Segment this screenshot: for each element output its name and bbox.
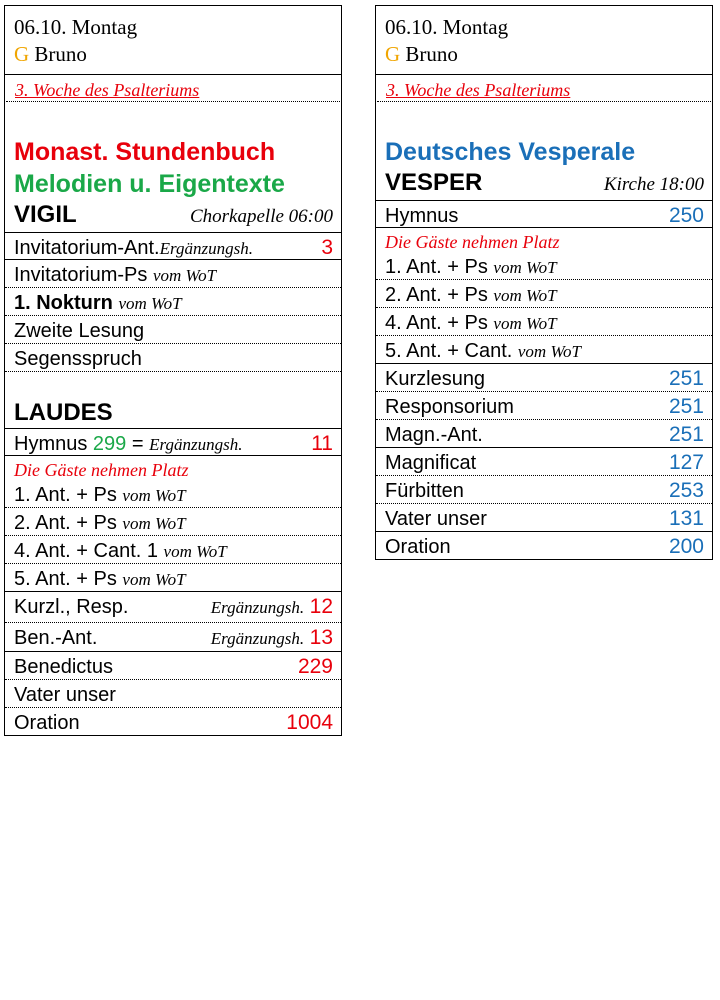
laudes-row — [5, 708, 341, 736]
vigil-title: VIGIL — [14, 201, 77, 228]
left-book2: Melodien u. Eigentexte — [14, 170, 285, 198]
right-saint: Bruno — [405, 42, 458, 66]
vesper-hymnus-row — [376, 200, 712, 228]
row-label: Oration — [14, 712, 80, 734]
laudes-title: LAUDES — [14, 399, 113, 426]
row-number: 251 — [668, 423, 704, 446]
right-schedule — [375, 5, 713, 560]
vesper-heading — [376, 168, 712, 200]
left-body — [4, 75, 342, 736]
row-label: Invitatorium-Ps vom WoT — [14, 264, 217, 286]
row-label: Kurzlesung — [385, 368, 486, 390]
vesper-row — [376, 308, 712, 336]
row-label: Vater unser — [14, 684, 116, 706]
row-number: 229 — [297, 655, 333, 678]
row-label: 1. Ant. + Ps vom WoT — [385, 256, 557, 278]
vigil-row — [5, 288, 341, 316]
row-number: 200 — [668, 535, 704, 558]
laudes-row — [5, 480, 341, 508]
row-label: Oration — [385, 536, 451, 558]
row-label: Magn.-Ant. — [385, 424, 483, 446]
vesper-row — [376, 280, 712, 308]
laudes-row — [5, 680, 341, 708]
right-g-letter: G — [385, 42, 401, 66]
left-schedule — [4, 5, 342, 736]
row-label: Kurzl., Resp. — [14, 596, 129, 618]
vigil-row — [5, 260, 341, 288]
row-number: 3 — [321, 236, 333, 259]
row-number: 1004 — [286, 711, 333, 734]
vesper-row — [376, 532, 712, 560]
right-saint-line — [385, 41, 712, 68]
laudes-row: Kurzl., Resp. Ergänzungsh. 12 — [5, 592, 341, 623]
row-label: Zweite Lesung — [14, 320, 145, 342]
row-label: Fürbitten — [385, 480, 464, 502]
row-number: 250 — [668, 204, 704, 227]
row-label: 5. Ant. + Cant. vom WoT — [385, 340, 582, 362]
laudes-row — [5, 508, 341, 536]
row-label: Benedictus — [14, 656, 113, 678]
row-number: 11 — [311, 432, 333, 455]
row-label: 1. Ant. + Ps vom WoT — [14, 484, 186, 506]
left-saint: Bruno — [34, 42, 87, 66]
vesper-row — [376, 336, 712, 364]
row-label: 2. Ant. + Ps vom WoT — [385, 284, 557, 306]
row-number: 253 — [668, 479, 704, 502]
vigil-row — [5, 316, 341, 344]
row-label: Invitatorium-Ant.Ergänzungsh. — [14, 237, 253, 259]
left-date-header — [4, 5, 342, 75]
right-date-header — [375, 5, 713, 75]
vigil-row — [5, 344, 341, 372]
laudes-guests-note: Die Gäste nehmen Platz — [14, 460, 189, 480]
vesper-row — [376, 364, 712, 392]
row-label: Magnificat — [385, 452, 477, 474]
vigil-heading — [5, 200, 341, 232]
vesper-row — [376, 420, 712, 448]
vesper-row — [376, 448, 712, 476]
laudes-hymnus-row — [5, 428, 341, 456]
right-gap — [376, 102, 712, 136]
vesper-location: Kirche 18:00 — [603, 174, 704, 195]
laudes-row — [5, 652, 341, 680]
row-label: 5. Ant. + Ps vom WoT — [14, 568, 186, 590]
vesper-row — [376, 504, 712, 532]
left-gap-2 — [5, 372, 341, 398]
left-book1: Monast. Stundenbuch — [14, 138, 276, 166]
row-number: 127 — [668, 451, 704, 474]
laudes-row — [5, 536, 341, 564]
vesper-row — [376, 252, 712, 280]
left-date: 06.10. Montag — [14, 15, 138, 39]
vesper-row — [376, 476, 712, 504]
vesper-row — [376, 392, 712, 420]
right-week: 3. Woche des Psalteriums — [377, 75, 711, 102]
left-week: 3. Woche des Psalteriums — [6, 75, 340, 102]
right-book: Deutsches Vesperale — [385, 138, 636, 166]
row-label: Vater unser — [385, 508, 487, 530]
right-body — [375, 75, 713, 560]
vesper-title: VESPER — [385, 169, 483, 196]
row-label: Segensspruch — [14, 348, 142, 370]
laudes-row — [5, 564, 341, 592]
left-saint-line — [14, 41, 341, 68]
row-label: 4. Ant. + Ps vom WoT — [385, 312, 557, 334]
row-label: Hymnus — [385, 205, 459, 227]
row-label: 2. Ant. + Ps vom WoT — [14, 512, 186, 534]
vesper-guests-note: Die Gäste nehmen Platz — [385, 232, 560, 252]
row-label: Hymnus 299 = Ergänzungsh. — [14, 433, 243, 455]
left-gap — [5, 102, 341, 136]
right-date: 06.10. Montag — [385, 15, 509, 39]
vigil-row — [5, 232, 341, 260]
left-g-letter: G — [14, 42, 30, 66]
row-number: 251 — [668, 367, 704, 390]
row-number: 251 — [668, 395, 704, 418]
laudes-row: Ben.-Ant. Ergänzungsh. 13 — [5, 623, 341, 652]
row-number: 131 — [668, 507, 704, 530]
row-label: 4. Ant. + Cant. 1 vom WoT — [14, 540, 227, 562]
row-label: Responsorium — [385, 396, 514, 418]
vigil-location: Chorkapelle 06:00 — [189, 206, 333, 227]
row-label: Ben.-Ant. — [14, 627, 98, 649]
laudes-heading — [5, 398, 341, 428]
row-label: 1. Nokturn vom WoT — [14, 292, 182, 314]
